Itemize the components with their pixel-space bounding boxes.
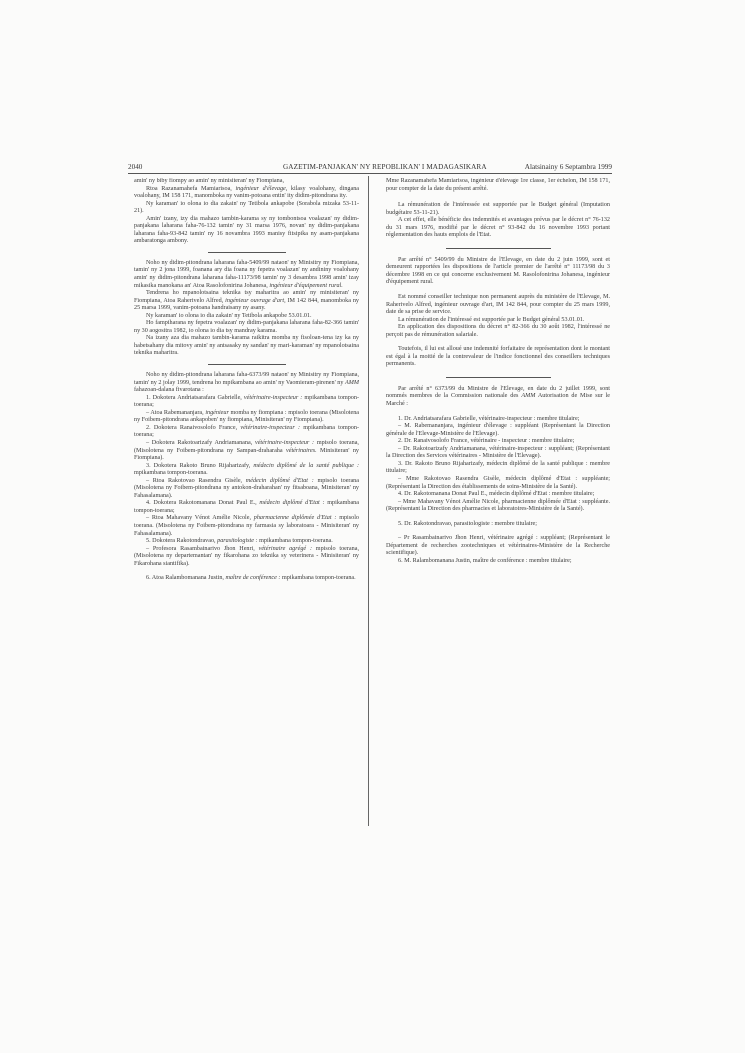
list-item: 6. M. Ralambomanana Justin, maître de conférence : membre titulaire;	[398, 557, 572, 564]
section-separator	[446, 377, 551, 378]
paragraph: Amin' izany, izy dia mahazo tambin-karama sy ny tombontsoa voalazan' ny didim-panjakana laharana faha-76-132 tamin' ny 31 marsa 1976, novan' ny didim-panjakana laharana faha-93-842 tamin' ny 16 novambra 1993 manisy fitsipika ny asam-panjakana ambaratonga ambony.	[134, 215, 359, 245]
column-divider	[368, 176, 369, 826]
list-item: 4. Dr. Rakotomanana Donat Paul E., médecin diplômé d'Etat : membre titulaire;	[398, 491, 595, 498]
paragraph: Ny karaman' io olona io dia zakain' ny Tetibola ankapobe 53.01.01.	[146, 312, 312, 319]
list-item: – M. Rabemananjara, ingénieur d'élevage : suppléant (Représentant la Direction générale de l'Elevage-Ministère de l'Elevage).	[386, 423, 610, 437]
section-separator	[208, 252, 286, 253]
paragraph: Mme Razanamahefa Mamiarisoa, ingénieur d'élevage 1re classe, 1er échelon, IM 158 171, pour compter de la date du présent arrêté.	[386, 178, 610, 192]
paragraph: Toutefois, il lui est alloué une indemnité forfaitaire de représentation dont le montant est égal à la moitié de la contrevaleur de l'indice fonctionnel des conseillers techniques permanents.	[386, 346, 610, 368]
list-item: – Profesora Rasambainarivo Jhon Henri, vétérinaire agrégé : mpisolo toerana, (Misolotena ny departemantan' ny fikarohana zo teknika sy veterinera - Minisiteran' ny Fikarohana siantifika).	[134, 545, 359, 567]
list-item: – Dr. Rakotoarizafy Andriamanana, vétérinaire-inspecteur : suppléant; (Représentant la Direction des Services vétérinaires - Ministère de l'Elevage).	[386, 445, 610, 460]
list-item: – Pr Rasambainarivo Jhon Henri, vétérinaire agrégé : suppléant; (Représentant le Département de recherches zootechniques et vétérinaires-Ministère de la Recherche scientifique).	[386, 535, 610, 557]
paragraph: Noho ny didim-pitondrana laharana faha-6373/99 nataon' ny Minisitry ny Fiompiana, tamin' ny 2 jolay 1999, tendrena ho mpikambana ao amin' ny Vaomieram-pirenen' ny AMM fahazoan-dalana fivarotana :	[134, 372, 359, 394]
paragraph: Par arrêté n° 6373/99 du Ministre de l'Elevage, en date du 2 juillet 1999, sont nommés membres de la Commission nationale des AMM Autorisation de Mise sur le Marché :	[386, 385, 610, 408]
list-item: 5. Dokotera Rakotondravao, parasitologiste : mpikambana tompon-toerana.	[146, 538, 333, 545]
malagasy-column	[134, 178, 359, 828]
list-item: 1. Dr. Andriatsarafara Gabrielle, vétérinaire-inspecteur : membre titulaire;	[398, 415, 580, 422]
page-number: 2040	[128, 163, 143, 171]
header-rule	[128, 173, 612, 174]
list-item: – Mme Rakotovao Rasendra Gisèle, médecin diplômé d'Etat : suppléante; (Représentant la Direction des établissements de soins-Ministère de la Santé).	[386, 475, 610, 490]
list-item: – Dokotera Rakotoarizafy Andriamanana, vétérinaire-inspecteur : mpisolo toerana, (Misolotena ny Foibem-pitondrana ny Sampan-draharaha vétérinaires. Minisiteran' ny Fiompiana).	[134, 439, 359, 462]
paragraph: La rémunération de l'intéressée est supportée par le Budget général (Imputation budgétaire 53-11-21).	[386, 202, 610, 216]
paragraph: Noho ny didim-pitondrana laharana faha-5409/99 nataon' ny Minisitry ny Fiompiana, tamin' ny 2 jona 1999, foanana ary dia foana ny fepetra voalazan' ny andininy voalohany amin' ny didim-pitondrana laharana faha-11173/98 tamin' ny 3 desambra 1998 amin' izay mikasika manokana an' Atoa Rasolofonirina Johanesa, ingénieur d'équipement rural.	[134, 259, 359, 289]
list-item: 1. Dokotera Andriatsarafara Gabrielle, vétérinaire-inspecteur : mpikambana tompon-toerana;	[134, 394, 359, 409]
list-item: – Rtoa Mahavany Vénot Amélie Nicole, pharmacienne diplômée d'Etat : mpisolo toerana. (Misolotena ny Foibem-pitondrana ny farmasia sy laboratoara - Minisiteran' ny Fahasalamana).	[134, 515, 359, 537]
paragraph: Tendrena ho mpanolotsaina teknika tsy maharitra ao amin' ny minisiteran' ny Fiompiana, Atoa Raherivelo Alfred, ingénieur ouvrage d'art, IM 142 844, manomboka ny 25 marsa 1999, vanim-potoana handraisany ny asany.	[134, 290, 359, 312]
paragraph: Est nommé conseiller technique non permanent auprès du ministère de l'Elevage, M. Raherivelo Alfred, ingénieur ouvrage d'art, IM 142 844, pour compter du 25 mars 1999, date de sa prise de service.	[386, 294, 610, 316]
list-item: 6. Atoa Ralambomanana Justin, maître de conférence : mpikambana tompon-toerana.	[146, 575, 356, 582]
list-item: – Rtoa Rakotovao Rasendra Gisèle, médecin diplômé d'Etat : mpisolo toerana (Misolotena ny Foibem-pitondrana ny antokon-draharahan' ny fitsaboana, Minisiteran' ny Fahasalamana).	[134, 477, 359, 499]
list-item: 3. Dr. Rakoto Bruno Rijaharizafy, médecin diplômé de la santé publique : membre titulaire;	[386, 460, 610, 475]
paragraph: amin' ny biby fiompy ao amin' ny minisiteran' ny Fiompiana,	[134, 178, 284, 184]
list-item: 5. Dr. Rakotondravao, parasitologiste : membre titulaire;	[398, 520, 537, 527]
section-separator	[446, 248, 551, 249]
paragraph: Par arrêté n° 5409/99 du Ministre de l'Elevage, en date du 2 juin 1999, sont et demeurent rapportées les dispositions de l'article premier de l'arrêté n° 11173/98 du 3 décembre 1998 en ce qui concerne exclusivement M. Rasolofonirina Johanesa, ingénieur d'équipement rural.	[386, 256, 610, 286]
page-header	[128, 161, 612, 173]
paragraph: Ho fampiharana ny fepetra voalazan' ny didim-panjakana laharana faha-82-366 tamin' ny 30 aogositra 1982, io olona io dia tsy mandray karama.	[134, 320, 359, 334]
paragraph: En application des dispositions du décret n° 82-366 du 30 août 1982, l'intéressé ne perçoit pas de rémunération salariale.	[386, 324, 610, 338]
list-item: 3. Dokotera Rakoto Bruno Rijaharizafy, médecin diplômé de la santé publique : mpikambana tompon-toerana.	[134, 462, 359, 477]
issue-date: Alatsinainy 6 Septambra 1999	[524, 163, 612, 171]
gazette-title: GAZETIM-PANJAKAN' NY REPOBLIKAN' I MADAGASIKARA	[283, 163, 487, 171]
paragraph: Rtoa Razanamahefa Mamiarisoa, ingénieur d'élevage, kilasy voalohany, dingana voalohany, IM 158 171, manomboka ny vanim-potoana entin' ity didim-pitondrana ity.	[134, 185, 359, 200]
list-item: – Mme Mahavany Vénot Amélie Nicole, pharmacienne diplômée d'Etat : suppléante.(Représentant la Direction des pharmacies et laboratoires-Ministère de la Santé).	[386, 498, 610, 513]
list-item: – Atoa Rabemananjara, ingénieur momba ny fiompiana : mpisolo toerana (Misolotena ny Foibem-pitondrana ankapoben' ny fiompiana, Minisiteran' ny Fiompiana).	[134, 409, 359, 424]
paragraph: A cet effet, elle bénéficie des indemnités et avantages prévus par le décret n° 76-132 du 31 mars 1976, modifié par le décret n° 93-842 du 16 novembre 1993 portant réglementation des hauts emplois de l'Etat.	[386, 217, 610, 239]
section-separator	[208, 364, 286, 365]
paragraph: Na izany aza dia mahazo tambin-karama raikitra momba ny fisoloan-tena izy ka ny habetsahany dia mitovy amin' ny antsasaky ny sandan' ny mari-karaman' ny mpanolotsaina teknika maharitra.	[134, 335, 359, 357]
list-item: 2. Dr. Ranaivosolofo France, vétérinaire - inspecteur : membre titulaire;	[398, 438, 575, 445]
french-column	[386, 178, 610, 828]
list-item: 4. Dokotera Rakotomanana Donat Paul E., médecin diplômé d'Etat : mpikambana tompon-toerana;	[134, 500, 359, 514]
list-item: 2. Dokotera Ranaivosolofo France, vétérinaire-inspecteur : mpikambana tompon-toerana;	[134, 424, 359, 439]
paragraph: La rémunération de l'intéressé est supportée par le Budget général 53.01.01.	[398, 316, 585, 323]
paragraph: Ny karaman' io olona io dia zakain' ny Tetibola ankapobe (Sorabola mizaka 53-11-21).	[134, 200, 359, 215]
